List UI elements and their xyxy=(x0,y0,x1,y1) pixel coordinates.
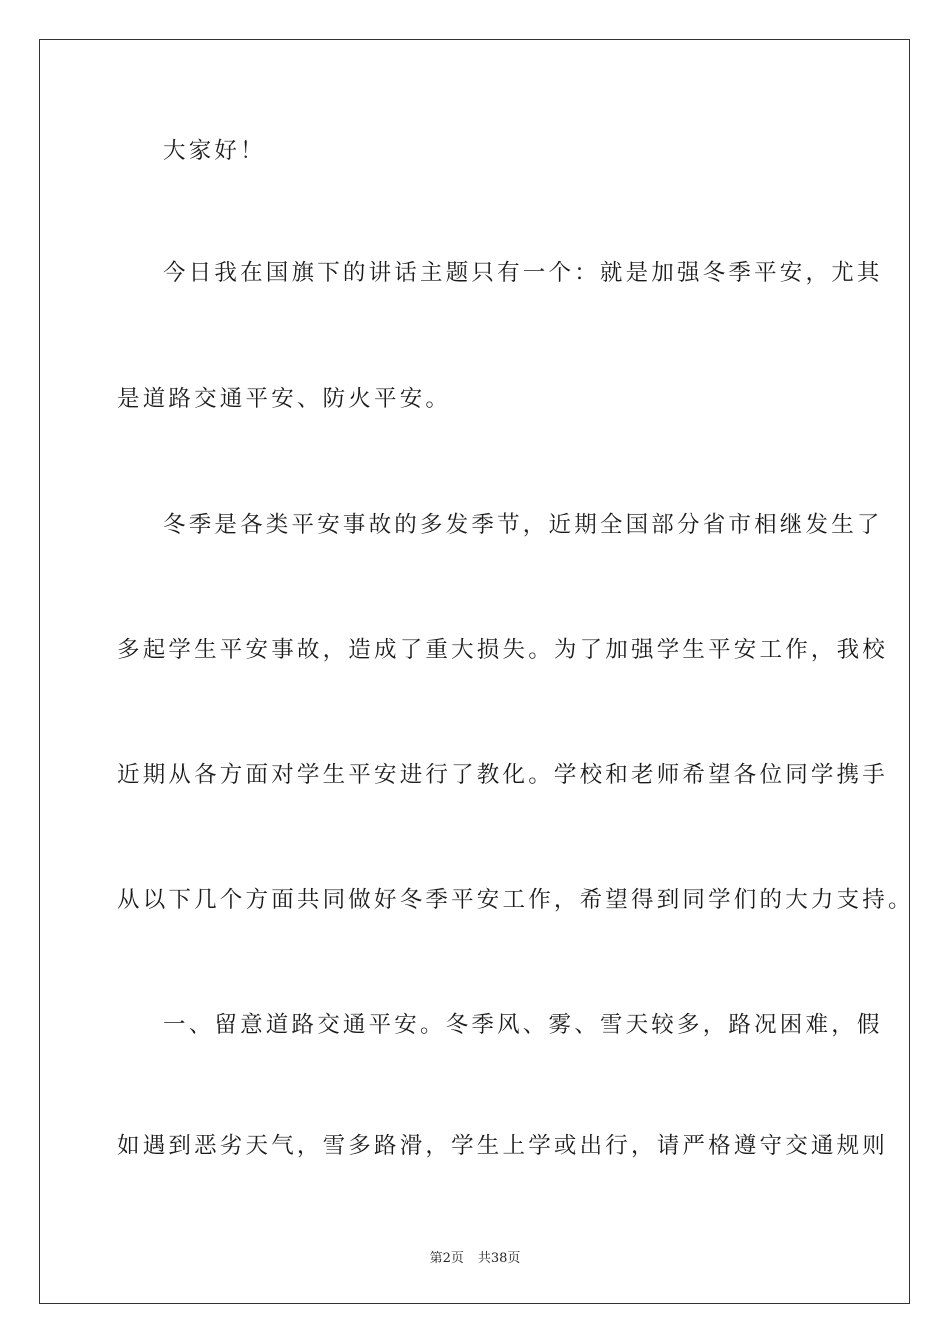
page-number: 第2页 xyxy=(429,1251,464,1266)
text-line: 从以下几个方面共同做好冬季平安工作，希望得到同学们的大力支持。 xyxy=(117,887,914,913)
text-line: 是道路交通平安、防火平安。 xyxy=(117,386,452,412)
text-line: 近期从各方面对学生平安进行了教化。学校和老师希望各位同学携手 xyxy=(117,762,889,788)
text-line: 一、留意道路交通平安。冬季风、雾、雪天较多，路况困难，假 xyxy=(163,1012,883,1038)
text-line: 今日我在国旗下的讲话主题只有一个：就是加强冬季平安，尤其 xyxy=(163,260,883,286)
page-total: 共38页 xyxy=(477,1251,521,1266)
page-border xyxy=(39,39,914,1304)
text-line: 多起学生平安事故，造成了重大损失。为了加强学生平安工作，我校 xyxy=(117,637,889,663)
text-line: 冬季是各类平安事故的多发季节，近期全国部分省市相继发生了 xyxy=(163,512,883,538)
page-footer xyxy=(0,1247,950,1266)
text-line-greeting: 大家好！ xyxy=(163,138,266,164)
text-line: 如遇到恶劣天气，雪多路滑，学生上学或出行，请严格遵守交通规则 xyxy=(117,1133,889,1159)
